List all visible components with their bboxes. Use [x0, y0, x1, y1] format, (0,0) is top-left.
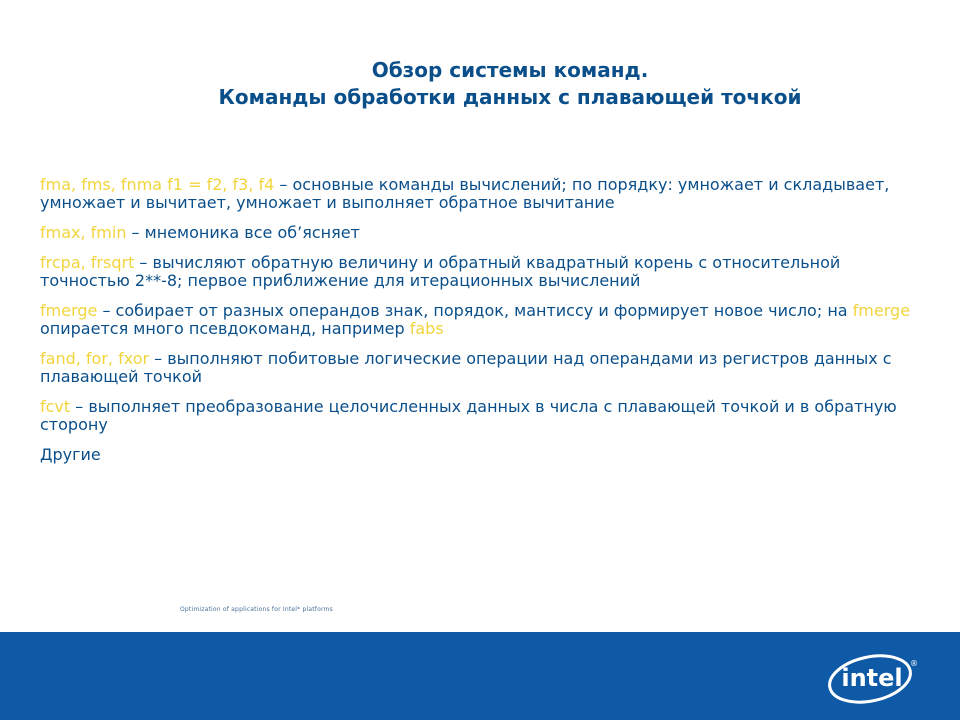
command-list: [40, 176, 930, 476]
footer-note: Optimization of applications for Intel* platforms: [180, 606, 333, 613]
list-item-other: [40, 446, 930, 464]
keyword: fmerge: [40, 301, 98, 320]
keyword: fma, fms, fnma f1 = f2, f3, f4: [40, 175, 275, 194]
intel-logo: [826, 650, 918, 706]
list-item-frcpa: [40, 254, 930, 290]
slide-title: [160, 57, 860, 111]
list-item-fcvt: [40, 398, 930, 434]
keyword: frcpa, frsqrt: [40, 253, 135, 272]
description: – собирает от разных операндов знак, порядок, мантиссу и формирует новое число; на: [97, 301, 853, 320]
keyword: fmerge: [852, 301, 911, 320]
list-item-fma: [40, 176, 930, 212]
description: – выполняют побитовые логические операции над операндами из регистров данных с плавающей точкой: [40, 349, 892, 386]
logo-text: intel: [841, 664, 903, 692]
description: опирается много псевдокоманд, например: [40, 319, 410, 338]
list-item-fmerge: [40, 302, 930, 338]
slide-title-line2: Команды обработки данных с плавающей точкой: [218, 85, 802, 109]
list-item-fmax: [40, 224, 930, 242]
slide-title-line1: Обзор системы команд.: [371, 58, 649, 82]
description: – основные команды вычислений; по порядку: умножает и складывает, умножает и вычитает, умножает и выполняет обратное вычитание: [40, 175, 890, 212]
description: – вычисляют обратную величину и обратный квадратный корень с относительной точностью 2**-8; первое приближение для итерационных вычислений: [40, 253, 841, 290]
keyword: fcvt: [40, 397, 71, 416]
footer-band: [0, 632, 960, 720]
description: Другие: [40, 445, 101, 464]
description: – выполняет преобразование целочисленных данных в числа с плавающей точкой и в обратную сторону: [40, 397, 897, 434]
description: – мнемоника все об’ясняет: [126, 223, 360, 242]
keyword: fabs: [409, 319, 444, 338]
logo-registered-mark: ®: [910, 659, 918, 668]
keyword: fmax, fmin: [40, 223, 127, 242]
list-item-fand: [40, 350, 930, 386]
keyword: fand, for, fxor: [40, 349, 150, 368]
